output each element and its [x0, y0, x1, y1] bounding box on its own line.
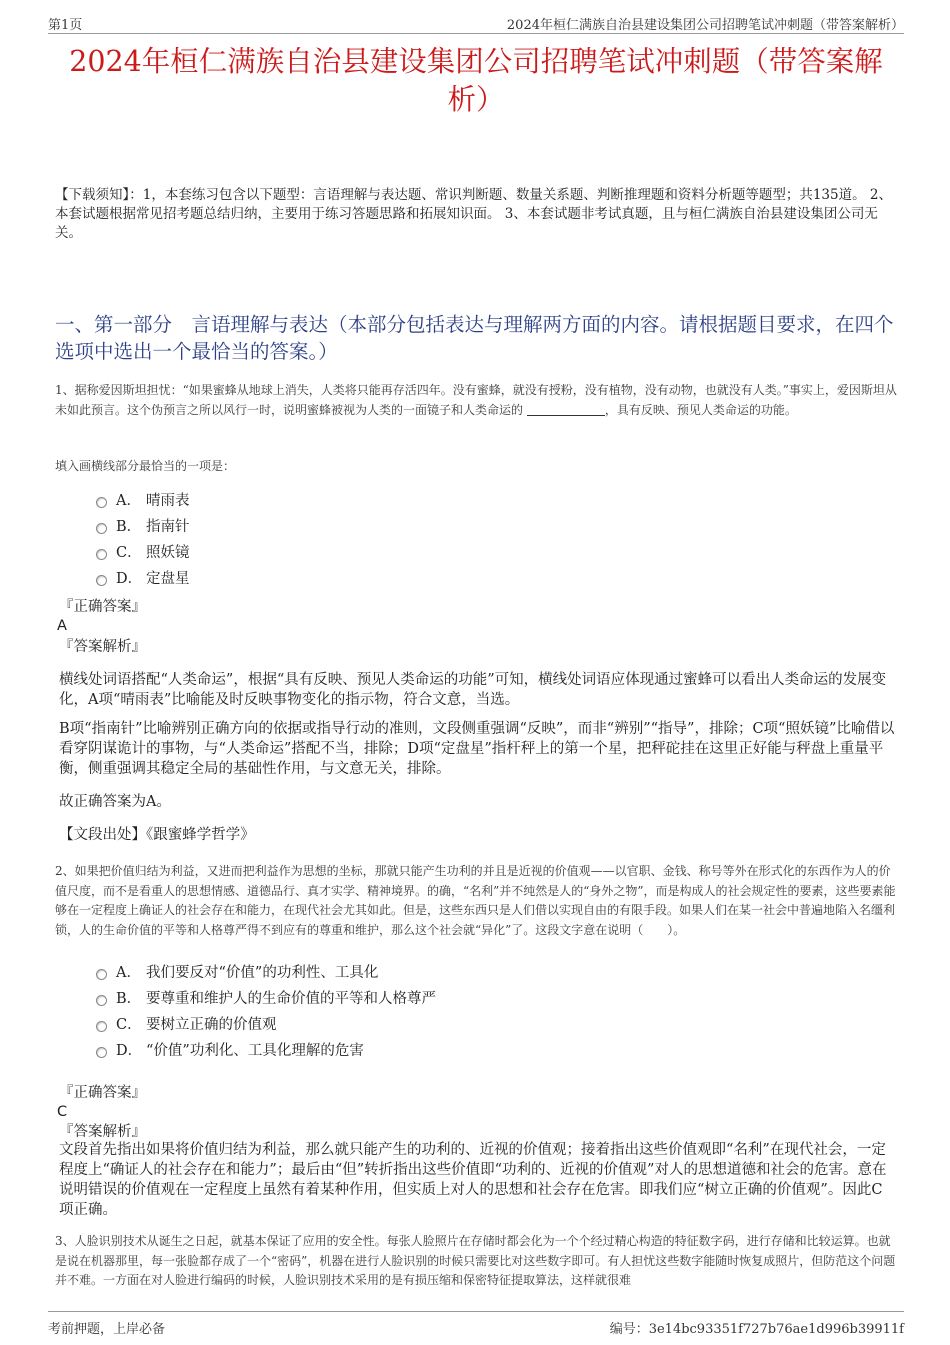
radio-icon[interactable]	[96, 523, 107, 534]
analysis-paragraph: B项“指南针”比喻辨别正确方向的依据或指导行动的准则，文段侧重强调“反映”，而非“辨别”“指导”，排除；C项“照妖镜”比喻借以看穿阴谋诡计的事物，与“人类命运”搭配不当，排除；D项“定盘星”指杆秤上的第一个星，把秤砣挂在这里正好能与秤盘上重量平衡，侧重强调其稳定全局的基础性作用，与文意无关，排除。	[59, 721, 895, 777]
fill-blank	[527, 403, 605, 416]
page-footer	[48, 1311, 904, 1337]
analysis-conclusion: 故正确答案为A。	[59, 794, 171, 810]
option-a[interactable]: A． 晴雨表	[96, 488, 190, 514]
radio-icon[interactable]	[96, 575, 107, 586]
page-number: 第1页	[48, 18, 83, 33]
question-3-stem: 3、人脸识别技术从诞生之日起，就基本保证了应用的安全性。每张人脸照片在存储时都会化为一个个经过精心构造的特征数字码，进行存储和比较运算。也就是说在机器那里，每一张脸都存成了一个“密码”，机器在进行人脸识别的时候只需要比对这些数字即可。有人担忧这些数字能随时恢复成照片，但防范这个问题并不难。一方面在对人脸进行编码的时候，人脸识别技术采用的是有损压缩和保密特征提取算法，这样就很难	[55, 1234, 896, 1287]
option-c[interactable]: C． 照妖镜	[96, 540, 190, 566]
source-citation: 【文段出处】《跟蜜蜂学哲学》	[59, 827, 255, 843]
radio-icon[interactable]	[96, 969, 107, 980]
option-b[interactable]: B． 要尊重和维护人的生命价值的平等和人格尊严	[96, 986, 436, 1012]
document-title: 2024年桓仁满族自治县建设集团公司招聘笔试冲刺题（带答案解析）	[69, 45, 883, 116]
answer-label: 『正确答案』	[59, 1085, 146, 1101]
section-title: 一、第一部分 言语理解与表达（本部分包括表达与理解两方面的内容。请根据题目要求，在四个选项中选出一个最恰当的答案。）	[55, 313, 894, 363]
answer-value: A	[57, 618, 67, 634]
analysis-paragraph: 横线处词语搭配“人类命运”，根据“具有反映、预见人类命运的功能”可知，横线处词语应体现通过蜜蜂可以看出人类命运的发展变化，A项“晴雨表”比喻能及时反映事物变化的指示物，符合文意，当选。	[59, 672, 887, 708]
answer-label: 『正确答案』	[59, 599, 146, 615]
question-2-options	[96, 960, 436, 1064]
radio-icon[interactable]	[96, 1021, 107, 1032]
header-doc-title: 2024年桓仁满族自治县建设集团公司招聘笔试冲刺题（带答案解析）	[506, 18, 904, 33]
analysis-paragraph: 文段首先指出如果将价值归结为利益，那么就只能产生的功利的、近视的价值观；接着指出这些价值观即“名利”在现代社会，一定程度上“确证人的社会存在和能力”；最后由“但”转折指出这些价值即“功利的、近视的价值观”对人的思想道德和社会的危害。意在说明错误的价值观在一定程度上虽然有着某种作用，但实质上对人的思想和社会存在危害。即我们应“树立正确的价值观”。因此C项正确。	[59, 1142, 887, 1218]
option-b[interactable]: B． 指南针	[96, 514, 190, 540]
radio-icon[interactable]	[96, 1047, 107, 1058]
question-1-options	[96, 488, 190, 592]
question-1-stem: 1、据称爱因斯坦担忧：“如果蜜蜂从地球上消失，人类将只能再存活四年。没有蜜蜂，就没有授粉，没有植物，没有动物，也就没有人类。”事实上，爱因斯坦从未如此预言。这个伪预言之所以风行一时，说明蜜蜂被视为人类的一面镜子和人类命运的 ，具有反映、预见人类命运的功能。	[55, 383, 897, 417]
radio-icon[interactable]	[96, 995, 107, 1006]
option-d[interactable]: D． “价值”功利化、工具化理解的危害	[96, 1038, 436, 1064]
answer-value: C	[57, 1104, 68, 1120]
page-header	[48, 14, 904, 34]
option-c[interactable]: C． 要树立正确的价值观	[96, 1012, 436, 1038]
analysis-label: 『答案解析』	[59, 1124, 146, 1140]
question-2-stem: 2、如果把价值归结为利益，又进而把利益作为思想的坐标，那就只能产生功利的并且是近视的价值观——以官职、金钱、称号等外在形式化的东西作为人的价值尺度，而不是看重人的思想情感、道德品行、真才实学、精神境界。的确，“名利”并不纯然是人的“身外之物”，而是构成人的社会规定性的要素，这些要素能够在一定程度上确证人的社会存在和能力，在现代社会尤其如此。但是，这些东西只是人们借以实现自由的有限手段。如果人们在某一社会中普遍地陷入名缰利锁，人的生命价值的平等和人格尊严得不到应有的尊重和维护，那么这个社会就“异化”了。这段文字意在说明（ ）。	[55, 864, 896, 937]
document-id: 编号：3e14bc93351f727b76ae1d996b39911f	[609, 1322, 904, 1337]
analysis-label: 『答案解析』	[59, 639, 146, 655]
option-a[interactable]: A． 我们要反对“价值”的功利性、工具化	[96, 960, 436, 986]
footer-slogan: 考前押题，上岸必备	[48, 1322, 166, 1337]
option-d[interactable]: D． 定盘星	[96, 566, 190, 592]
question-1-prompt: 填入画横线部分最恰当的一项是：	[55, 459, 236, 473]
radio-icon[interactable]	[96, 549, 107, 560]
download-notice: 【下载须知】：1，本套练习包含以下题型：言语理解与表达题、常识判断题、数量关系题、判断推理题和资料分析题等题型；共135道。 2、本套试题根据常见招考题总结归纳，主要用于练习答题思路和拓展知识面。 3、本套试题非考试真题，且与桓仁满族自治县建设集团公司无关。	[55, 187, 892, 241]
radio-icon[interactable]	[96, 497, 107, 508]
